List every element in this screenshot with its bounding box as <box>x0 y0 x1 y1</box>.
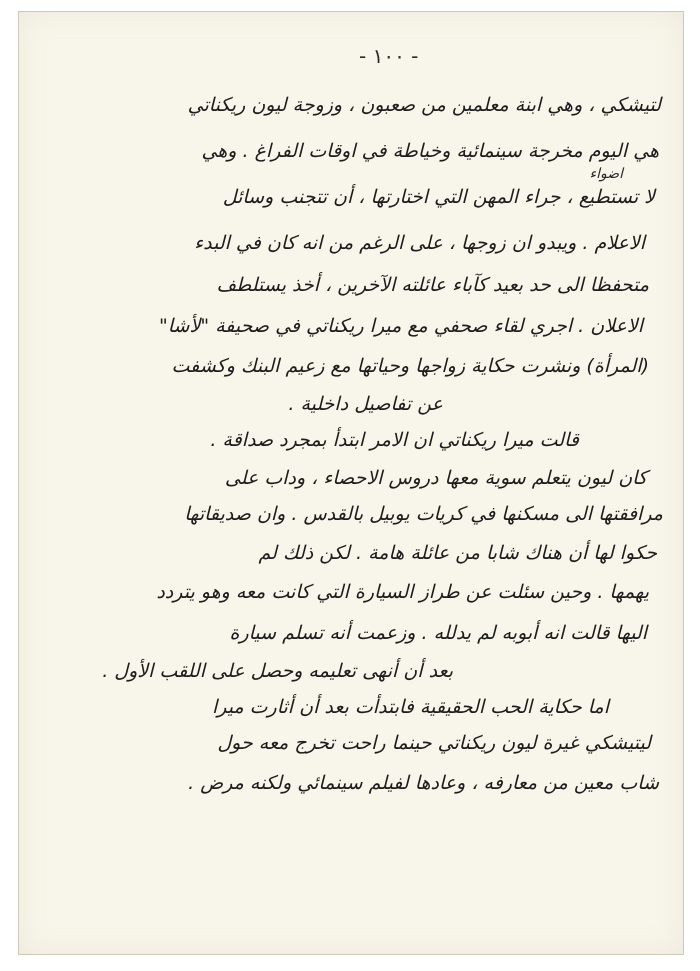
text-line: الاعلان . اجري لقاء صحفي مع ميرا ريكناتي في صحيفة "لأشا" <box>159 315 643 337</box>
text-line: مرافقتها الى مسكنها في كريات يوبيل بالقدس . وان صديقاتها <box>184 503 663 525</box>
text-line: متحفظا الى حد بعيد كآباء عائلته الآخرين ، أخذ يستلطف <box>216 274 649 296</box>
text-line: عن تفاصيل داخلية . <box>288 393 443 415</box>
text-line: هي اليوم مخرجة سينمائية وخياطة في اوقات الفراغ . وهي <box>201 140 659 162</box>
text-line: شاب معين من معارفه ، وعادها لفيلم سينمائي ولكنه مرض . <box>188 772 659 794</box>
text-line: اما حكاية الحب الحقيقية فابتدأت بعد أن أثارت ميرا <box>211 696 609 718</box>
text-line: لا تستطيع ، جراء المهن التي اختارتها ، أن تتجنب وسائل <box>222 186 655 208</box>
text-line: (المرأة) ونشرت حكاية زواجها وحياتها مع زعيم البنك وكشفت <box>171 355 649 377</box>
text-line: يهمها . وحين سئلت عن طراز السيارة التي كانت معه وهو يتردد <box>156 581 649 603</box>
text-line: اليها قالت انه أبوبه لم يدلله . وزعمت أنه تسلم سيارة <box>229 622 647 644</box>
text-line: قالت ميرا ريكناتي ان الامر ابتدأ بمجرد صداقة . <box>210 429 579 451</box>
handwritten-insertion: اضواء <box>589 166 623 182</box>
text-line: الاعلام . ويبدو ان زوجها ، على الرغم من انه كان في البدء <box>194 232 645 254</box>
text-line: لتيشكي ، وهي ابنة معلمين من صعبون ، وزوجة ليون ريكناتي <box>187 94 661 116</box>
text-line: حكوا لها أن هناك شابا من عائلة هامة . لكن ذلك لم <box>258 542 657 564</box>
page-number: - ١٠٠ - <box>359 44 419 68</box>
text-line: ليتيشكي غيرة ليون ريكناتي حينما راحت تخرج معه حول <box>217 732 651 754</box>
manuscript-page <box>18 11 684 955</box>
text-line: كان ليون يتعلم سوية معها دروس الاحصاء ، وداب على <box>224 467 647 489</box>
text-line: بعد أن أنهى تعليمه وحصل على اللقب الأول . <box>102 660 453 682</box>
